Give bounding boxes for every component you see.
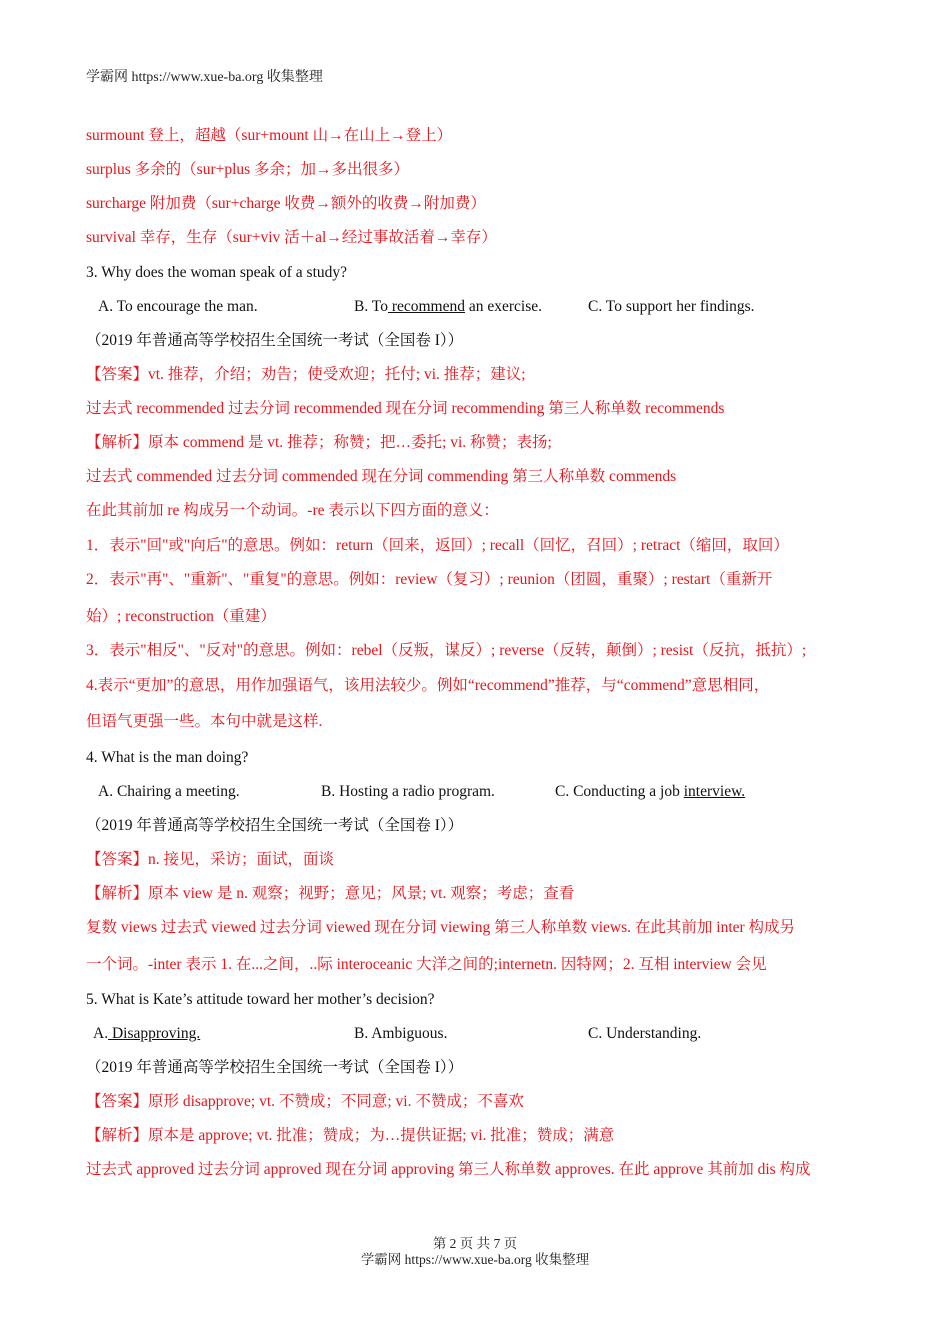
page-header: 学霸网 https://www.xue-ba.org 收集整理 bbox=[86, 70, 323, 85]
q4-option-c-prefix: C. Conducting a job bbox=[555, 783, 684, 800]
q3-option-b-suffix: an exercise. bbox=[465, 298, 543, 315]
q5-answer: 【答案】原形 disapprove; vt. 不赞成；不同意; vi. 不赞成；不喜欢 bbox=[86, 1093, 524, 1110]
q5-option-b: B. Ambiguous. bbox=[354, 1025, 448, 1042]
q5-option-a-prefix: A. bbox=[93, 1025, 109, 1042]
q5-option-a bbox=[93, 1024, 200, 1044]
q4-forms: 复数 views 过去式 viewed 过去分词 viewed 现在分词 viewing 第三人称单数 views. 在此其前加 inter 构成另 bbox=[86, 919, 796, 936]
q3-analysis: 【解析】原本 commend 是 vt. 推荐；称赞；把…委托; vi. 称赞；表扬; bbox=[86, 434, 552, 451]
q4-option-c-keyword: interview. bbox=[683, 783, 746, 800]
vocab-line-surcharge: surcharge 附加费（sur+charge 收费→额外的收费→附加费） bbox=[86, 195, 486, 212]
q3-option-b bbox=[354, 297, 542, 317]
vocab-line-surmount: surmount 登上，超越（sur+mount 山→在山上→登上） bbox=[86, 127, 453, 144]
q5-option-a-keyword: Disapproving. bbox=[108, 1025, 201, 1042]
q5-source: （2019 年普通高等学校招生全国统一考试（全国卷 I）） bbox=[86, 1059, 464, 1076]
q3-option-b-keyword: recommend bbox=[387, 298, 465, 315]
q5-option-c: C. Understanding. bbox=[588, 1025, 702, 1042]
q3-source: （2019 年普通高等学校招生全国统一考试（全国卷 I）） bbox=[86, 332, 464, 349]
q3-re-meaning-4-cont: 但语气更强一些。本句中就是这样. bbox=[86, 713, 323, 730]
q5-question: 5. What is Kate’s attitude toward her mother’s decision? bbox=[86, 991, 435, 1008]
q3-re-meaning-3: 3．表示"相反"、"反对"的意思。例如：rebel（反叛，谋反）; reverse（反转，颠倒）; resist（反抗，抵抗）; bbox=[86, 642, 807, 659]
vocab-line-survival: survival 幸存，生存（sur+viv 活＋al→经过事故活着→幸存） bbox=[86, 229, 497, 246]
q5-forms: 过去式 approved 过去分词 approved 现在分词 approving 第三人称单数 approves. 在此 approve 其前加 dis 构成 bbox=[86, 1161, 811, 1178]
q3-answer: 【答案】vt. 推荐，介绍；劝告；使受欢迎；托付; vi. 推荐；建议; bbox=[86, 366, 526, 383]
q4-option-c bbox=[555, 782, 745, 802]
q4-question: 4. What is the man doing? bbox=[86, 749, 249, 766]
q4-answer: 【答案】n. 接见，采访；面试，面谈 bbox=[86, 851, 335, 868]
q4-forms-cont: 一个词。-inter 表示 1. 在...之间，..际 interoceanic 大洋之间的;internetn. 因特网；2. 互相 interview 会见 bbox=[86, 956, 767, 973]
q3-option-b-prefix: B. To bbox=[354, 298, 388, 315]
vocab-line-surplus: surplus 多余的（sur+plus 多余；加→多出很多） bbox=[86, 161, 410, 178]
q3-question: 3. Why does the woman speak of a study? bbox=[86, 264, 348, 281]
page-footer-site: 学霸网 https://www.xue-ba.org 收集整理 bbox=[360, 1252, 590, 1267]
q3-option-a: A. To encourage the man. bbox=[98, 298, 258, 315]
q3-re-intro: 在此其前加 re 构成另一个动词。-re 表示以下四方面的意义： bbox=[86, 502, 499, 519]
q4-analysis: 【解析】原本 view 是 n. 观察；视野；意见；风景; vt. 观察；考虑；查看 bbox=[86, 885, 575, 902]
q3-re-meaning-1: 1．表示"回"或"向后"的意思。例如：return（回来，返回）; recall（回忆，召回）; retract（缩回，取回） bbox=[86, 537, 789, 554]
page-number: 第 2 页 共 7 页 bbox=[432, 1236, 518, 1251]
q4-option-a: A. Chairing a meeting. bbox=[98, 783, 240, 800]
q3-forms-commend: 过去式 commended 过去分词 commended 现在分词 commending 第三人称单数 commends bbox=[86, 468, 677, 485]
q3-re-meaning-2-cont: 始）; reconstruction（重建） bbox=[86, 608, 276, 625]
q4-source: （2019 年普通高等学校招生全国统一考试（全国卷 I）） bbox=[86, 817, 464, 834]
q3-re-meaning-4: 4.表示“更加”的意思，用作加强语气，该用法较少。例如“recommend”推荐，与“commend”意思相同， bbox=[86, 677, 770, 694]
q3-option-c: C. To support her findings. bbox=[588, 298, 755, 315]
q4-option-b: B. Hosting a radio program. bbox=[321, 783, 495, 800]
q5-analysis: 【解析】原本是 approve; vt. 批准；赞成；为…提供证据; vi. 批准；赞成；满意 bbox=[86, 1127, 615, 1144]
q3-re-meaning-2: 2．表示"再"、"重新"、"重复"的意思。例如：review（复习）; reunion（团圆，重聚）; restart（重新开 bbox=[86, 571, 773, 588]
q3-forms-recommend: 过去式 recommended 过去分词 recommended 现在分词 recommending 第三人称单数 recommends bbox=[86, 400, 725, 417]
